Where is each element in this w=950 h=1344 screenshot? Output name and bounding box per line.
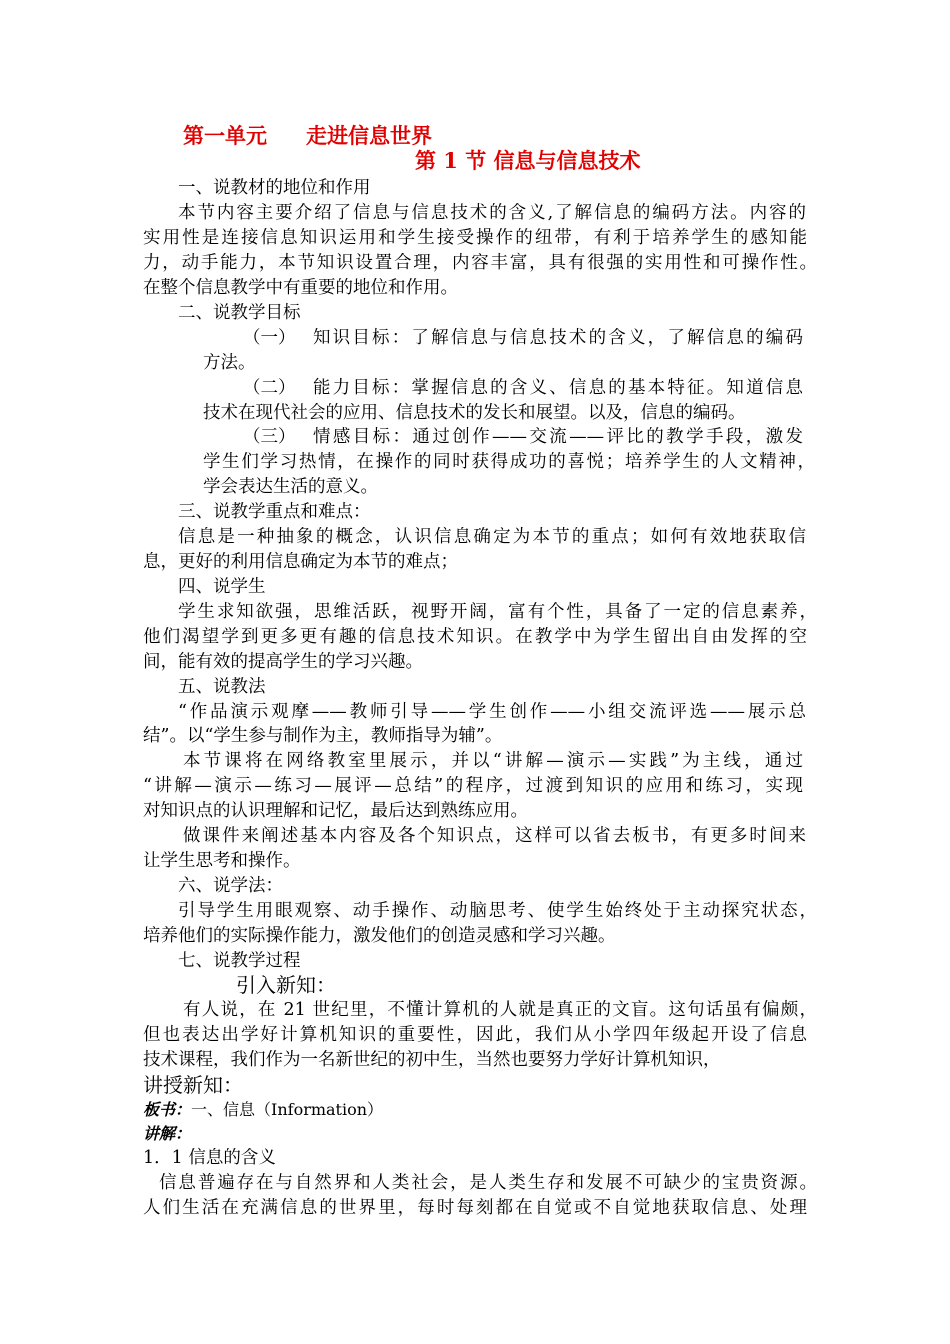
goal-line: 学会表达生活的意义。 — [203, 477, 378, 497]
paragraph-line: 引导学生用眼观察、动手操作、动脑思考、使学生始终处于主动探究状态， — [178, 901, 817, 921]
heading-6: 六、说学法： — [178, 876, 283, 896]
paragraph-line: 在整个信息教学中有重要的地位和作用。 — [143, 278, 458, 298]
heading-5: 五、说教法 — [178, 677, 266, 697]
unit-title: 走进信息世界 — [306, 123, 432, 148]
paragraph-line: 他们渴望学到更多更有趣的信息技术知识。在教学中为学生留出自由发挥的空 — [143, 627, 807, 647]
paragraph-line: 间，能有效的提高学生的学习兴趣。 — [143, 652, 423, 672]
paragraph-line: 力，动手能力，本节知识设置合理，内容丰富，具有很强的实用性和可操作性。 — [143, 253, 817, 273]
goal-line: 学生们学习热情，在操作的同时获得成功的喜悦；培养学生的人文精神， — [203, 452, 815, 472]
goal-number: （三） — [243, 427, 296, 447]
heading-4: 四、说学生 — [178, 577, 266, 597]
paragraph-line: 有人说，在 21 世纪里，不懂计算机的人就是真正的文盲。这句话虽有偏颇， — [183, 1000, 817, 1020]
goal-line: 技术在现代社会的应用、信息技术的发长和展望。以及，信息的编码。 — [203, 403, 746, 423]
teach-heading: 讲授新知： — [143, 1073, 243, 1097]
paragraph-line: 信息是一种抽象的概念，认识信息确定为本节的重点；如何有效地获取信 — [178, 527, 806, 547]
goal-number: （二） — [243, 378, 296, 398]
unit-label: 第一单元 — [183, 123, 267, 148]
board-label-text: 板书： — [143, 1100, 192, 1119]
goal-line: 知识目标：了解信息与信息技术的含义，了解信息的编码 — [313, 328, 803, 348]
heading-7: 七、说教学过程 — [178, 951, 301, 971]
paragraph-line: 做课件来阐述基本内容及各个知识点，这样可以省去板书，有更多时间来 — [183, 826, 806, 846]
paragraph-line: 本节内容主要介绍了信息与信息技术的含义,了解信息的编码方法。内容的 — [178, 203, 806, 223]
paragraph-line: 信息普遍存在与自然界和人类社会，是人类生存和发展不可缺少的宝贵资源。 — [159, 1173, 817, 1193]
paragraph-line: 息，更好的利用信息确定为本节的难点； — [143, 552, 458, 572]
paragraph-line: 本节课将在网络教室里展示，并以“讲解—演示—实践”为主线，通过 — [183, 751, 803, 771]
board-label — [143, 1098, 383, 1122]
heading-1: 一、说教材的地位和作用 — [178, 178, 371, 198]
paragraph-line: 但也表达出学好计算机知识的重要性，因此，我们从小学四年级起开设了信息 — [143, 1025, 807, 1045]
goal-line: 方法。 — [203, 353, 256, 373]
paragraph-line: “作品演示观摩——教师引导——学生创作——小组交流评选——展示总 — [178, 702, 806, 722]
paragraph-line: 学生求知欲强，思维活跃，视野开阔，富有个性，具备了一定的信息素养， — [178, 602, 817, 622]
intro-heading: 引入新知： — [236, 973, 336, 997]
heading-3: 三、说教学重点和难点： — [178, 502, 371, 522]
paragraph-line: 实用性是连接信息知识运用和学生接受操作的纽带，有利于培养学生的感知能 — [143, 228, 807, 248]
section-title: 第 1 节 信息与信息技术 — [415, 148, 641, 173]
explain-label: 讲解： — [143, 1124, 192, 1143]
paragraph-line: 对知识点的认识理解和记忆，最后达到熟练应用。 — [143, 801, 528, 821]
paragraph-line: 结”。以“学生参与制作为主，教师指导为辅”。 — [143, 726, 503, 746]
paragraph-line: 人们生活在充满信息的世界里，每时每刻都在自觉或不自觉地获取信息、处理 — [143, 1198, 807, 1218]
goal-line: 情感目标：通过创作——交流——评比的教学手段，激发 — [313, 427, 803, 447]
paragraph-line: 技术课程，我们作为一名新世纪的初中生，当然也要努力学好计算机知识， — [143, 1050, 721, 1070]
paragraph-line: 让学生思考和操作。 — [143, 851, 301, 871]
goal-line: 能力目标：掌握信息的含义、信息的基本特征。知道信息 — [313, 378, 803, 398]
heading-2: 二、说教学目标 — [178, 303, 301, 323]
subsection-title: 1．1 信息的含义 — [143, 1148, 276, 1168]
goal-number: （一） — [243, 328, 296, 348]
paragraph-line: 培养他们的实际操作能力，激发他们的创造灵感和学习兴趣。 — [143, 926, 616, 946]
paragraph-line: “讲解—演示—练习—展评—总结”的程序，过渡到知识的应用和练习，实现 — [143, 776, 803, 796]
board-text: 一、信息（Information） — [191, 1100, 384, 1119]
